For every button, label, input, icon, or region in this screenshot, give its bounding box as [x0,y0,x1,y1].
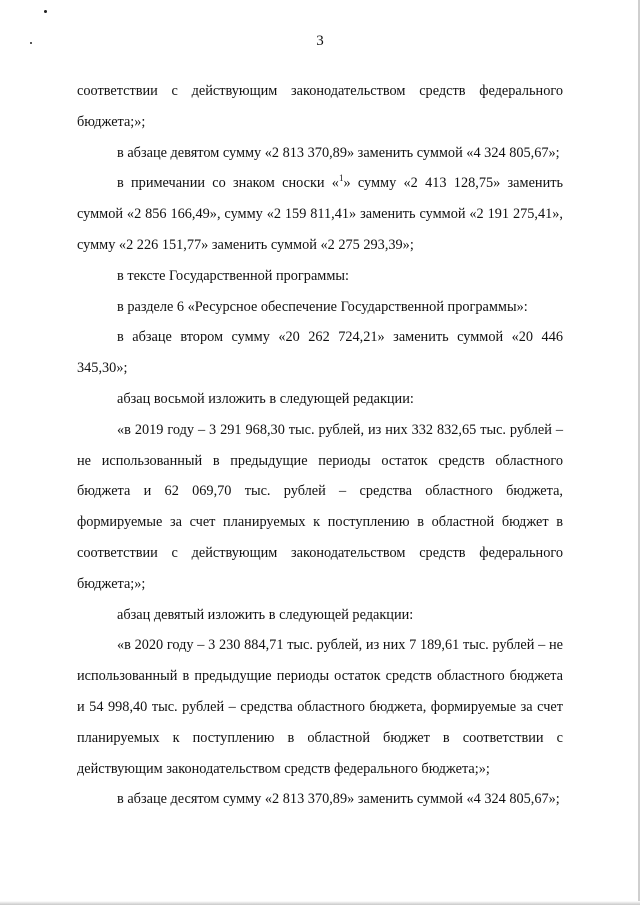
paragraph-footnote-amendment [77,168,563,260]
paragraph-continuation: соответствии с действующим законодательством средств федерального бюджета;»; [77,83,563,130]
paragraph-2019-amount: «в 2019 году – 3 291 968,30 тыс. рублей, из них 332 832,65 тыс. рублей – не использованный в предыдущие периоды остаток средств областного бюджета и 62 069,70 тыс. рублей – средства областного бюджета, формируемые за счет планируемых к поступлению в областной бюджет в соответствии с действующим законодательством средств федерального бюджета;»; [77,421,563,592]
paragraph-ninth-abzac-heading: абзац девятый изложить в следующей редакции: [117,606,414,623]
scan-speck [44,10,47,13]
page-bottom-shadow [0,901,640,905]
paragraph-amendment: в абзаце девятом сумму «2 813 370,89» заменить суммой «4 324 805,67»; [117,144,560,161]
paragraph-second-abzac: в абзаце втором сумму «20 262 724,21» заменить суммой «20 446 345,30»; [77,329,563,377]
paragraph-tenth-abzac: в абзаце десятом сумму «2 813 370,89» заменить суммой «4 324 805,67»; [117,791,560,808]
paragraph-text-after: » сумму «2 413 128,75» заменить суммой «2 856 166,49», сумму «2 159 811,41» заменить суммой «2 191 275,41», сумму «2 226 151,77» заменить суммой «2 275 293,39»; [77,175,563,253]
paragraph-eighth-abzac-heading: абзац восьмой изложить в следующей редакции: [117,390,414,407]
paragraph-section-6: в разделе 6 «Ресурсное обеспечение Государственной программы»: [117,298,528,315]
paragraph-text-before: в примечании со знаком сноски « [117,175,339,192]
paragraph-2020-amount: «в 2020 году – 3 230 884,71 тыс. рублей, из них 7 189,61 тыс. рублей – не использованный в предыдущие периоды остаток средств областного бюджета и 54 998,40 тыс. рублей – средства областного бюджета, формируемые за счет планируемых к поступлению в областной бюджет в соответствии с действующим законодательством средств федерального бюджета;»; [77,637,563,777]
page-number: 3 [316,33,324,49]
paragraph-program-text: в тексте Государственной программы: [117,267,349,284]
document-body [77,76,563,815]
footnote-mark: 1 [338,173,344,184]
